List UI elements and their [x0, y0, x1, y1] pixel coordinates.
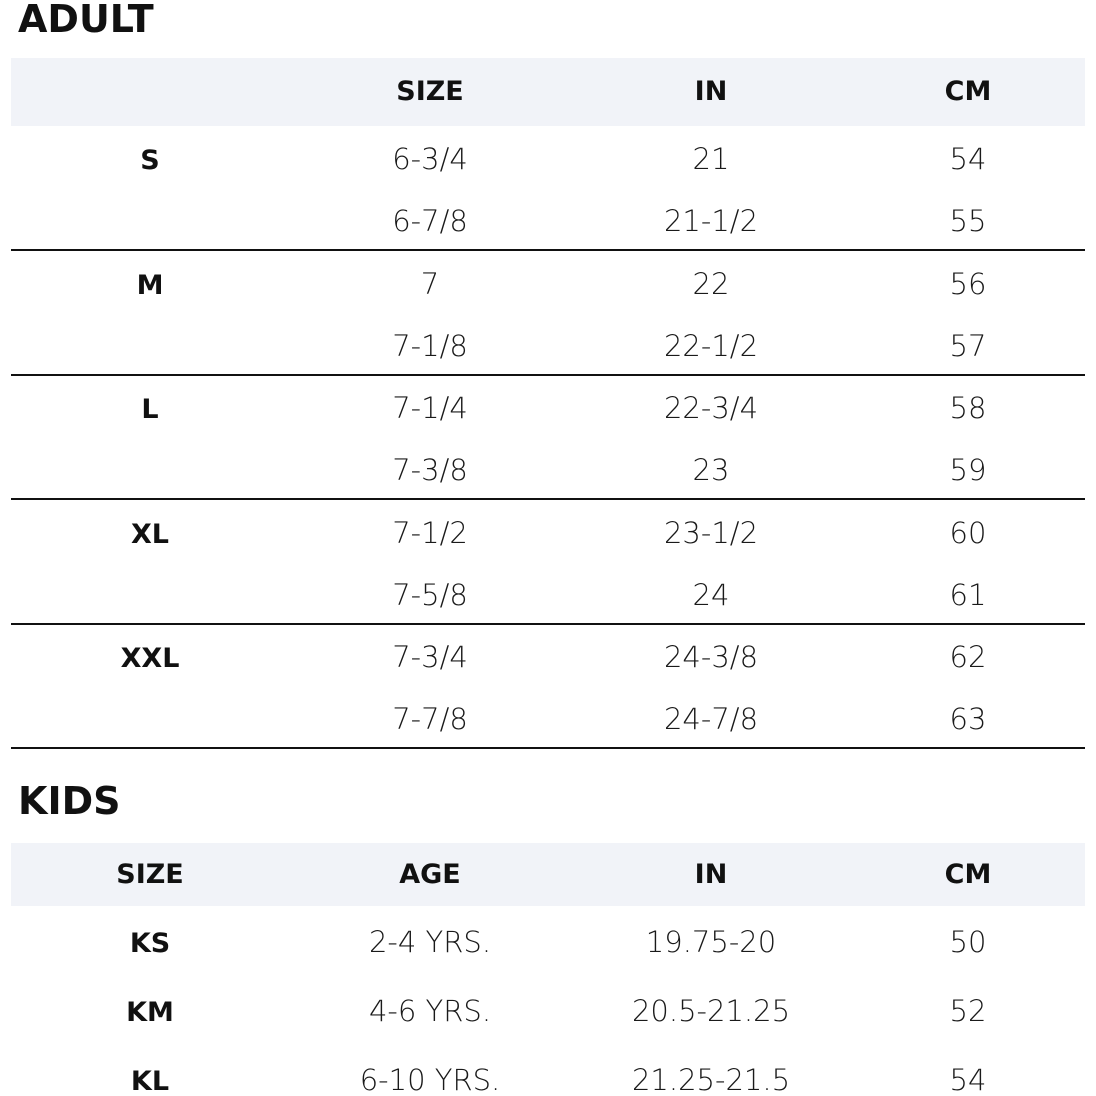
column-header: IN [694, 76, 728, 107]
group-divider [11, 374, 1085, 376]
table-cell: 21.25-21.5 [631, 1063, 791, 1096]
table-cell: 7-1/8 [392, 328, 468, 363]
table-cell: 19.75-20 [645, 925, 777, 959]
table-cell: 56 [949, 266, 987, 301]
table-cell: 7-5/8 [392, 577, 468, 612]
table-cell: 62 [949, 640, 987, 674]
table-cell: 22-1/2 [663, 328, 759, 363]
table-cell: 7-7/8 [392, 702, 468, 736]
table-cell: 7-1/4 [392, 391, 468, 425]
table-cell: 22 [692, 266, 730, 301]
size-label: XXL [120, 643, 180, 674]
table-cell: 58 [949, 391, 987, 425]
table-cell: 7-1/2 [392, 515, 468, 550]
table-cell: 24-7/8 [663, 702, 759, 736]
table-cell: 22-3/4 [663, 391, 759, 425]
size-label: L [141, 394, 159, 425]
table-cell: 24-3/8 [663, 640, 759, 674]
size-label: XL [130, 518, 170, 550]
table-cell: 57 [949, 328, 987, 363]
group-divider [11, 249, 1085, 251]
table-cell: 20.5-21.25 [631, 994, 791, 1028]
group-divider [11, 498, 1085, 500]
size-label: KM [126, 997, 174, 1028]
table-cell: 23-1/2 [663, 515, 759, 550]
table-cell: 7-3/8 [392, 453, 468, 487]
table-cell: 21 [692, 142, 730, 176]
table-cell: 61 [949, 577, 987, 612]
table-cell: 63 [949, 702, 987, 736]
table-cell: 60 [949, 515, 987, 550]
table-cell: 54 [949, 142, 987, 176]
table-cell: 2-4 YRS. [368, 925, 492, 959]
table-cell: 50 [949, 925, 987, 959]
table-cell: 59 [949, 453, 987, 487]
size-label: M [136, 269, 164, 301]
column-header: AGE [399, 859, 461, 890]
column-header: SIZE [116, 859, 184, 890]
column-header: CM [944, 76, 992, 107]
group-divider [11, 747, 1085, 749]
column-header: CM [944, 859, 992, 890]
column-header: SIZE [396, 76, 464, 107]
size-label: KL [130, 1066, 170, 1096]
table-cell: 6-7/8 [392, 204, 468, 238]
table-cell: 24 [692, 577, 730, 612]
table-cell: 4-6 YRS. [368, 994, 492, 1028]
table-cell: 6-10 YRS. [359, 1063, 501, 1096]
size-label: KS [129, 928, 171, 959]
table-cell: 23 [692, 453, 730, 487]
table-cell: 55 [949, 204, 987, 238]
adult-table-header [11, 58, 1085, 126]
kids-section-title: KIDS [18, 779, 121, 823]
table-cell: 52 [949, 994, 987, 1028]
table-cell: 7-3/4 [392, 640, 468, 674]
column-header: IN [694, 859, 728, 890]
table-cell: 7 [420, 266, 440, 301]
group-divider [11, 623, 1085, 625]
table-cell: 6-3/4 [392, 142, 468, 176]
table-cell: 21-1/2 [663, 204, 759, 238]
size-label: S [140, 145, 160, 176]
adult-section-title: ADULT [18, 0, 154, 41]
table-cell: 54 [949, 1063, 987, 1096]
